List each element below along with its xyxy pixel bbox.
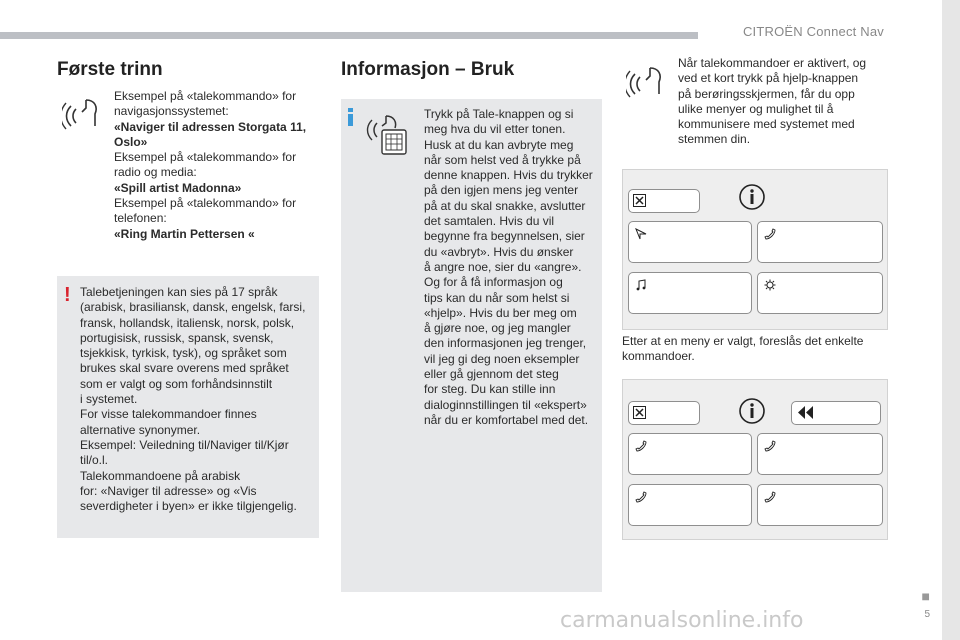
command-option-button[interactable]	[757, 484, 883, 526]
col3-line: stemmen din.	[678, 132, 751, 147]
music-note-icon	[635, 279, 647, 291]
info-line: Og for å få informasjon og	[424, 275, 563, 290]
info-icon[interactable]	[738, 183, 766, 211]
warning-line: for: «Naviger til adresse» og «Vis	[80, 483, 257, 498]
col1-line: radio og media:	[114, 165, 197, 180]
close-x-icon	[633, 406, 646, 419]
info-line: «hjelp». Hvis du ber meg om	[424, 305, 577, 320]
col1-line: Eksempel på «talekommando» for	[114, 89, 297, 103]
warning-exclamation-icon: !	[64, 284, 71, 306]
info-line: du «avbryt». Hvis du ønsker	[424, 244, 574, 259]
info-line: den informasjonen jeg trenger,	[424, 336, 587, 351]
info-line: å gjøre noe, og jeg mangler	[424, 321, 571, 336]
col1-examples	[114, 89, 319, 242]
command-option-button[interactable]	[628, 433, 752, 475]
navigation-arrow-icon	[635, 228, 647, 240]
warning-line: Talebetjeningen kan sies på 17 språk	[80, 285, 278, 299]
info-line: når du er komfortabel med det.	[424, 412, 589, 427]
speaking-head-icon	[62, 96, 100, 130]
warning-line: i systemet.	[80, 392, 138, 407]
command-list-screen	[622, 379, 888, 540]
info-line: Trykk på Tale-knappen og si	[424, 107, 574, 121]
phone-menu-button[interactable]	[757, 221, 883, 263]
col1-line: telefonen:	[114, 211, 167, 226]
warning-line: portugisisk, russisk, spansk, svensk,	[80, 330, 274, 345]
col1-line: Eksempel på «talekommando» for	[114, 196, 297, 211]
command-option-button[interactable]	[757, 433, 883, 475]
info-icon	[348, 108, 353, 126]
col3-line: kommandoer.	[622, 349, 695, 364]
info-line: eller gå gjennom det steg	[424, 367, 559, 382]
warning-line: alternative synonymer.	[80, 422, 201, 437]
info-icon[interactable]	[738, 397, 766, 425]
col1-line: Oslo»	[114, 134, 148, 149]
warning-line: For visse talekommandoer finnes	[80, 407, 257, 422]
warning-line: som er valgt og som forhåndsinnstilt	[80, 376, 273, 391]
col3-line: kommunisere med systemet med	[678, 117, 855, 132]
close-button[interactable]	[628, 401, 700, 425]
warning-line: til/o.l.	[80, 453, 109, 468]
warning-line: Talekommandoene på arabisk	[80, 468, 241, 483]
col3-text	[678, 56, 878, 148]
back-button[interactable]	[791, 401, 881, 425]
warning-line: Eksempel: Veiledning til/Naviger til/Kjør	[80, 437, 289, 452]
header-bar	[0, 32, 698, 39]
phone-icon	[764, 440, 776, 452]
warning-line: tsjekkisk, tyrkisk, tysk), og språket som	[80, 346, 287, 361]
warning-text	[80, 285, 316, 514]
phone-icon	[764, 228, 776, 240]
command-option-button[interactable]	[628, 484, 752, 526]
info-line: denne knappen. Hvis du trykker	[424, 168, 593, 183]
info-line: når som helst ved å trykke på	[424, 152, 581, 167]
col3-line: Etter at en meny er valgt, foreslås det enkelte	[622, 334, 864, 348]
watermark: carmanualsonline.info	[560, 608, 804, 633]
info-line: for steg. Du kan stille inn	[424, 382, 556, 397]
warning-line: severdigheter i byen» er ikke tilgjengelig.	[80, 499, 297, 514]
warning-line: fransk, hollandsk, italiensk, norsk, polsk,	[80, 315, 295, 330]
section-title-information-use: Informasjon – Bruk	[341, 59, 515, 80]
info-line: på den igjen mens jeg venter	[424, 183, 579, 198]
col3-line: Når talekommandoer er aktivert, og	[678, 56, 867, 70]
info-line: meg hva du vil etter tonen.	[424, 122, 566, 137]
info-line: Husk at du kan avbryte meg	[424, 137, 574, 152]
info-line: tips kan du når som helst si	[424, 290, 570, 305]
settings-menu-button[interactable]	[757, 272, 883, 314]
col1-line: navigasjonssystemet:	[114, 104, 229, 119]
page-dot: ■	[921, 588, 930, 604]
phone-icon	[635, 440, 647, 452]
info-line: vil jeg gi deg noen eksempler	[424, 351, 580, 366]
info-line: dialoginnstillingen til «ekspert»	[424, 397, 587, 412]
info-line: begynne fra begynnelsen, sier	[424, 229, 585, 244]
side-strip	[942, 0, 960, 640]
col3-line: ved et kort trykk på hjelp-knappen	[678, 71, 859, 86]
info-line: det samtalen. Hvis du vil	[424, 214, 555, 229]
settings-gear-icon	[764, 279, 776, 291]
col3-line: på berøringsskjermen, får du opp	[678, 86, 855, 101]
phone-icon	[764, 491, 776, 503]
page-number: 5	[924, 609, 930, 620]
col1-line: «Spill artist Madonna»	[114, 180, 242, 195]
voice-button-icon	[364, 112, 410, 156]
phone-icon	[635, 491, 647, 503]
col1-line: Eksempel på «talekommando» for	[114, 150, 297, 165]
info-line: på at du skal snakke, avslutter	[424, 198, 586, 213]
col1-line: «Ring Martin Pettersen «	[114, 226, 255, 241]
speaking-head-icon	[626, 64, 664, 98]
warning-line: brukes skal svare overens med språket	[80, 361, 289, 376]
col1-line: «Naviger til adressen Storgata 11,	[114, 119, 307, 134]
info-text	[424, 107, 600, 428]
rewind-back-icon	[797, 405, 815, 420]
warning-line: (arabisk, brasiliansk, dansk, engelsk, farsi,	[80, 300, 306, 315]
col3-line: ulike menyer og mulighet til å	[678, 101, 834, 116]
help-menu-screen	[622, 169, 888, 330]
info-line: å angre noe, sier du «angre».	[424, 259, 582, 274]
section-title-first-steps: Første trinn	[57, 59, 163, 80]
col3-text-after	[622, 334, 882, 365]
media-menu-button[interactable]	[628, 272, 752, 314]
close-button[interactable]	[628, 189, 700, 213]
navigation-menu-button[interactable]	[628, 221, 752, 263]
close-x-icon	[633, 194, 646, 207]
header-title: CITROËN Connect Nav	[742, 24, 884, 39]
